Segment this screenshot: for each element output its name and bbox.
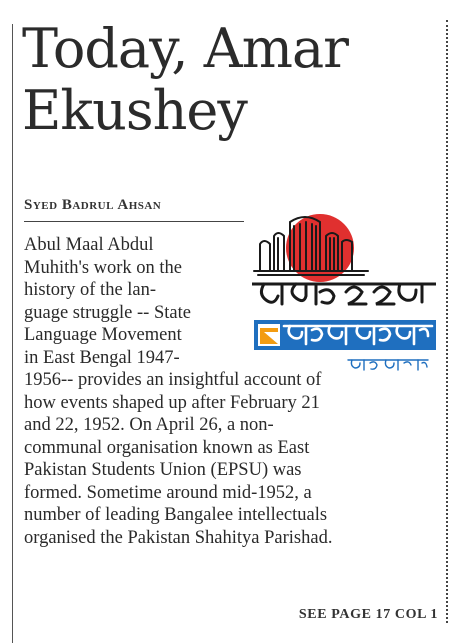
body-line: Muhith's work on the: [24, 257, 183, 278]
body-line: number of leading Bangalee intellectuals: [24, 505, 328, 525]
headline-line-1: Today, Amar: [22, 17, 348, 80]
body-line: how events shaped up after February 21: [24, 392, 320, 413]
body-line: communal organisation known as East: [24, 437, 310, 458]
body-line: in East Bengal 1947-: [24, 347, 180, 368]
body-line: formed. Sometime around mid-1952, a: [24, 482, 312, 503]
body-line: guage struggle -- State: [24, 302, 191, 323]
body-line: 1956-- provides an insightful account of: [24, 370, 322, 390]
right-dotted-column-rule: [446, 20, 448, 623]
body-line: Language Movement: [24, 325, 182, 345]
amar-ekushey-brac-bank-logo: [250, 200, 440, 375]
amar-ekushey-lettering: [252, 284, 436, 304]
byline: Syed Badrul Ahsan: [24, 197, 162, 213]
headline-line-2: Ekushey: [22, 79, 247, 142]
byline-underline: [24, 221, 244, 222]
body-line: history of the lan-: [24, 280, 157, 300]
body-line: and 22, 1952. On April 26, a non-: [24, 415, 274, 435]
article-headline: [22, 18, 442, 142]
left-column-rule: [12, 24, 13, 643]
continuation-note: SEE PAGE 17 COL 1: [298, 607, 438, 622]
body-line: Pakistan Students Union (EPSU) was: [24, 460, 302, 480]
brac-bank-tagline: [348, 360, 428, 370]
body-line: Abul Maal Abdul: [24, 235, 154, 255]
body-line: organised the Pakistan Shahitya Parishad.: [24, 527, 333, 548]
